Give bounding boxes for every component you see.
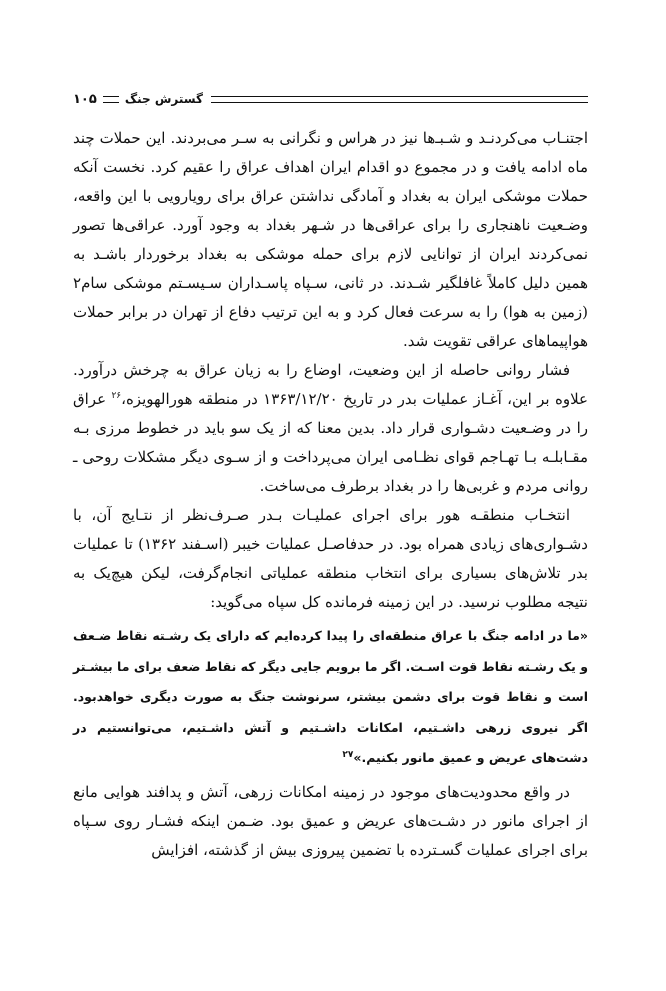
paragraph-4-text: در واقع محدودیت‌های موجود در زمینه امکانات زرهی، آتش و پدافند هوایی مانع از اجرای مانور در دشـت‌های عریض و عمیق بود. ضـمن اینکه فشـار روی سـپاه برای اجرای عملیات گسـترده با تضمین پیروزی بیش از گذشته، افزایش xyxy=(73,782,588,859)
header-separator xyxy=(103,96,119,103)
header-rule xyxy=(211,96,588,103)
paragraph-3-text: انتخـاب منطقـه هور برای اجرای عملیـات بـدر صـرف‌نظر از نتـایج آن، با دشـواری‌های زیادی همراه بود. در حدفاصـل عملیات خیبر (اسـفند ۱۳۶۲) تا عملیات بدر تلاش‌های بسیاری برای انتخاب منطقه عملیاتی انجام‌گرفت، لیکن هیچ‌یک به نتیجه مطلوب نرسید. در این زمینه فرمانده کل سپاه می‌گوید: xyxy=(73,506,588,611)
footnote-marker-27: ۲۷ xyxy=(342,749,354,760)
running-header xyxy=(73,88,588,110)
paragraph-2-text: فشار روانی حاصله از این وضعیت، اوضاع را به زیان عراق به چرخش درآورد. علاوه بر این، آغـاز عملیات بدر در تاریخ ۱۳۶۳/۱۲/۲۰ در منطقه هورالهویزه، xyxy=(73,361,588,408)
paragraph-4 xyxy=(73,778,588,865)
paragraph-1 xyxy=(73,124,588,356)
paragraph-1-text: اجتنـاب می‌کردنـد و شـبـ‌ها نیز در هراس و نگرانی به سـر می‌بردند. این حملات چند ماه ادامه یافت و در مجموع دو اقدام ایران اهداف عراق را عقیم کرد. نخست آنکه حملات موشکی ایران به بغداد و آمادگی نداشتن عراق برای رویارویی با این واقعه، وضـعیت ناهنجاری را برای عراقی‌ها در شـهر بغداد به وجود آورد. عراقی‌ها تصور نمی‌کردند ایران از توانایی لازم برای حمله موشکی به بغداد برخوردار باشـد به همین دلیل کاملاً غافلگیر شـدند. در ثانی، سـپاه پاسـداران سـیسـتم موشکی سام۲ (زمین به هوا) را به سرعت فعال کرد و به این ترتیب دفاع از تهران در برابر حملات هواپیماهای عراقی تقویت شد. xyxy=(73,129,588,350)
running-title: گسترش جنگ xyxy=(124,92,203,106)
paragraph-2 xyxy=(73,356,588,501)
block-quote xyxy=(73,621,588,774)
footnote-marker-26: ۲۶ xyxy=(111,391,122,401)
body-text xyxy=(73,124,588,865)
block-quote-text: «ما در ادامه جنگ با عراق منطقه‌ای را پیدا کرده‌ایم که دارای یک رشـته نقاط ضـعف و یک رشـته نقاط قوت اسـت. اگر ما برویم جایی دیگر که نقاط ضعف برای ما بیشـتر است و نقاط قوت برای دشمن بیشتر، سرنوشت جنگ به صورت دیگری خواهدبود. اگر نیروی زرهی داشـتیم، امکانات داشـتیم و آتش داشـتیم، می‌توانستیم در دشت‌های عریض و عمیق مانور بکنیم.» xyxy=(73,628,588,765)
paragraph-3 xyxy=(73,501,588,617)
page-number: ۱۰۵ xyxy=(73,91,97,107)
paragraph-2-text-continued: عراق را در وضـعیت دشـواری قرار داد. بدین معنا که از یک سو باید در خطوط مرزی بـه مقـابلـه بـا تهـاجم قوای نظـامی ایران می‌پرداخت و از سـوی دیگر مشکلات روحی ـ روانی مردم و غربی‌ها را در بغداد برطرف می‌ساخت. xyxy=(73,390,588,495)
